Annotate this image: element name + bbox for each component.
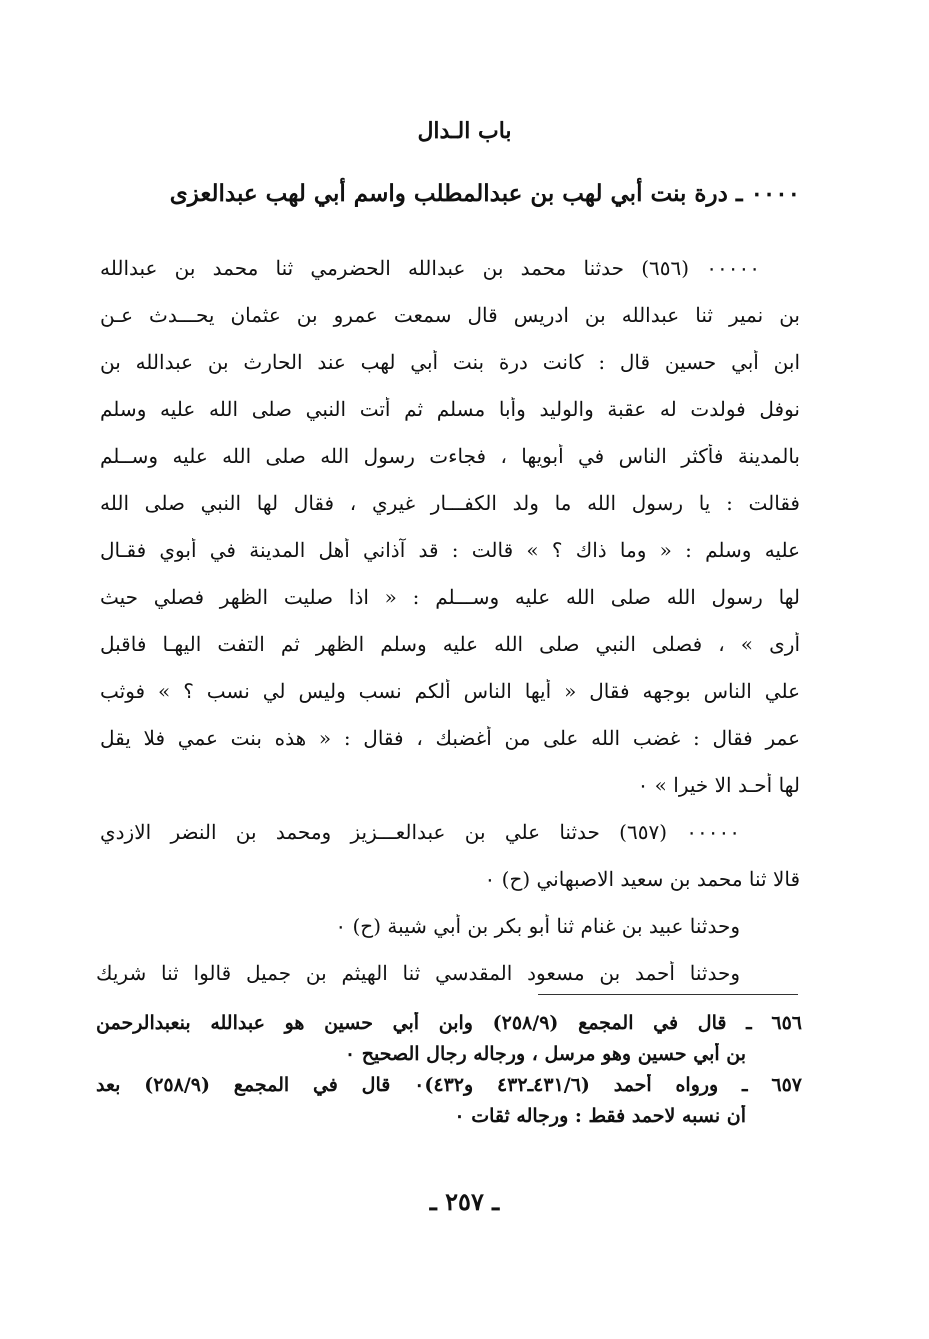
hadith-656-line-10: علي الناس بوجهه فقال « أيها الناس ألكم نسب وليس لي نسب ؟ » فوثب <box>100 679 800 703</box>
footnote-divider <box>538 994 798 995</box>
footnote-657-line-2: أن نسبه لاحمد فقط : ورجاله ثقات ٠ <box>454 1105 746 1127</box>
footnote-656-line-2: بن أبي حسين وهو مرسل ، ورجاله رجال الصحيح ٠ <box>344 1043 746 1065</box>
hadith-657-line-3: وحدثنا عبيد بن غنام ثنا أبو بكر بن أبي شيبة (ح) ٠ <box>335 914 740 938</box>
hadith-656-line-9: أرى » ، فصلى النبي صلى الله عليه وسلم الظهر ثم التفت اليهـا فاقبل <box>100 632 800 656</box>
page-number: ـ ٢٥٧ ـ <box>429 1187 500 1216</box>
hadith-656-line-3: ابن أبي حسين قال : كانت درة بنت أبي لهب عند الحارث بن عبدالله بن <box>100 350 800 374</box>
hadith-656-line-5: بالمدينة فأكثر الناس في أبويها ، فجاءت رسول الله صلى الله عليه وســلم <box>100 444 800 468</box>
footnote-656-line-1: ٦٥٦ ـ قال في المجمع (٢٥٨/٩) وابن أبي حسين هو عبدالله بنعبدالرحمن <box>96 1012 802 1034</box>
section-heading: ٠٠٠٠ ـ درة بنت أبي لهب بن عبدالمطلب واسم أبي لهب عبدالعزى <box>169 180 800 207</box>
hadith-656-line-8: لها رسول الله صلى الله عليه وســـلم : « اذا صليت الظهر فصلي حيث <box>100 585 800 609</box>
hadith-656-line-4: نوفل فولدت له عقبة والوليد وأبا مسلم ثم أتت النبي صلى الله عليه وسلم <box>100 397 800 421</box>
hadith-657-line-2: قالا ثنا محمد بن سعيد الاصبهاني (ح) ٠ <box>484 867 800 891</box>
hadith-656-line-11: عمر فقال : غضب الله على من أغضبك ، فقال : « هذه بنت عمي فلا يقل <box>100 726 800 750</box>
hadith-656-line-1: ٠٠٠٠٠ (٦٥٦) حدثنا محمد بن عبدالله الحضرمي ثنا محمد بن عبدالله <box>100 256 760 280</box>
hadith-656-line-12: لها أحـد الا خيرا » ٠ <box>637 773 800 797</box>
hadith-656-line-2: بن نمير ثنا عبدالله بن ادريس قال سمعت عمرو بن عثمان يحـــدث عـن <box>100 303 800 327</box>
hadith-656-line-6: فقالت : يا رسول الله ما ولد الكفـــار غيري ، فقال لها النبي صلى الله <box>100 491 800 515</box>
hadith-657-line-1: ٠٠٠٠٠ (٦٥٧) حدثنا علي بن عبدالعـــزيز ومحمد بن النضر الازدي <box>100 820 740 844</box>
footnote-657-line-1: ٦٥٧ ـ ورواه أحمد (٤٣١/٦ـ٤٣٢ و٤٣٢)٠ قال في المجمع (٢٥٨/٩) بعد <box>96 1074 802 1096</box>
hadith-657-line-4: وحدثنا أحمد بن مسعود المقدسي ثنا الهيثم بن جميل قالوا ثنا شريك <box>96 961 740 985</box>
hadith-656-line-7: عليه وسلم : « وما ذاك ؟ » قالت : قد آذاني أهل المدينة في أبوي فقـال <box>100 538 800 562</box>
chapter-title: باب الـدال <box>417 118 512 144</box>
